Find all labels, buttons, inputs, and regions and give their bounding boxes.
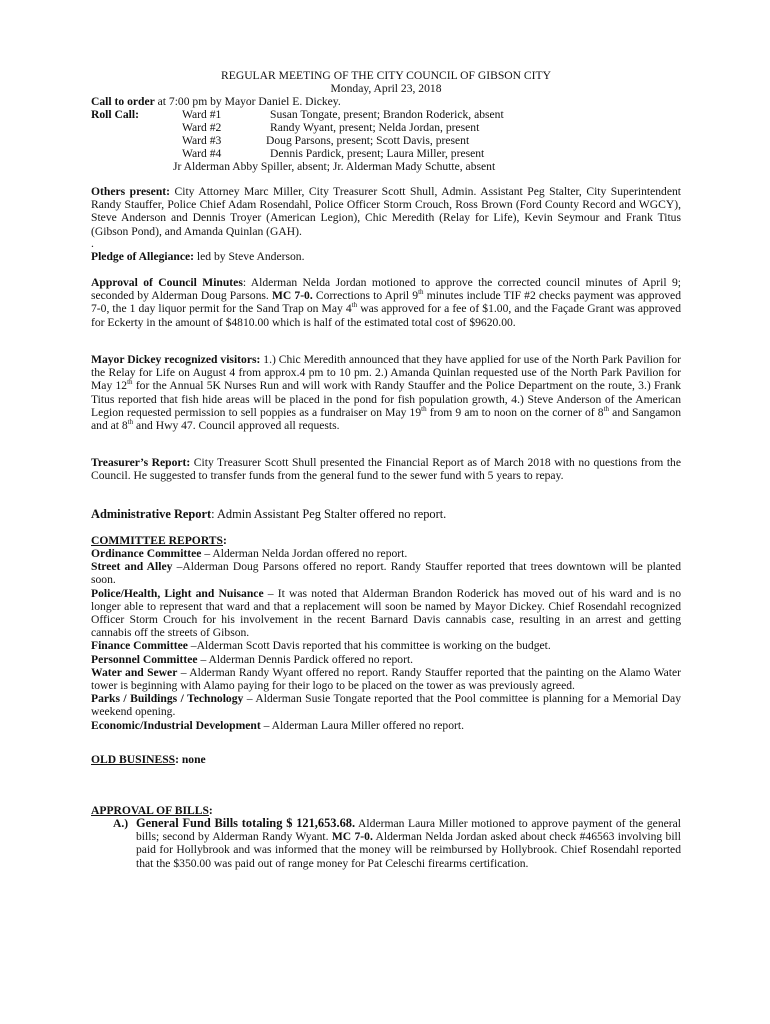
bill-item-marker: A.): [113, 817, 129, 830]
administrative-report: Administrative Report: Admin Assistant Peg Stalter offered no report.: [91, 507, 447, 521]
committee-item: Economic/Industrial Development – Alderman Laura Miller offered no report.: [91, 718, 464, 732]
meeting-date: Monday, April 23, 2018: [330, 82, 442, 95]
committee-item: Street and Alley –Alderman Doug Parsons offered no report. Randy Stauffer reported that trees downtown will be planted soon.: [91, 560, 681, 587]
pledge-of-allegiance: Pledge of Allegiance: led by Steve Anderson.: [91, 250, 305, 263]
others-present: Others present: City Attorney Marc Miller, City Treasurer Scott Shull, Admin. Assistant Peg Stalter, City Superintendent Randy Stauffer, Police Chief Adam Rosendahl, Police Officer Storm Crouch, Ross Brown (Ford County Record and WGCY), Steve Anderson and Dennis Troyer (American Legion), Chic Meredith (Relay for Life), Kevin Seymour and Frank Titus (Gibson Pond), and Amanda Quinlan (GAH).: [91, 185, 681, 238]
approval-of-bills-heading: APPROVAL OF BILLS:: [91, 804, 213, 817]
approval-of-minutes: Approval of Council Minutes: Alderman Nelda Jordan motioned to approve the corrected council minutes of April 9; seconded by Alderman Doug Parsons. MC 7-0. Corrections to April 9th minutes include TIF #2 checks payment was approved 7-0, the 1 day liquor permit for the Sand Trap on May 4th was approved for a fee of $1.00, and the Façade Grant was approved for Eckerty in the amount of $4810.00 which is half of the estimated total cost of $9620.00.: [91, 276, 681, 329]
committee-item: Police/Health, Light and Nuisance – It was noted that Alderman Brandon Roderick has moved out of his ward and is no longer able to represent that ward and that a replacement will soon be named by Mayor Dickey. Chief Rosendahl recognized Officer Storm Crouch for his involvement in the recent Barnard Davis cannabis case, resulting in an arrest and getting cannabis off the streets of Gibson.: [91, 586, 681, 640]
document-title: REGULAR MEETING OF THE CITY COUNCIL OF GIBSON CITY: [221, 69, 551, 82]
mayor-recognized-visitors: Mayor Dickey recognized visitors: 1.) Chic Meredith announced that they have applied for use of the North Park Pavilion for the Relay for Life on August 4 from approx.4 pm to 10 pm. 2.) Amanda Quinlan requested use of the North Park Pavilion for May 12th for the Annual 5K Nurses Run and will work with Randy Stauffer and the Police Department on the route, 3.) Frank Titus reported that fish hide areas will be placed in the pond for fish population growth, 4.) Steve Anderson of the American Legion requested permission to sell poppies as a fundraiser on May 19th from 9 am to noon on the corner of 8th and Sangamon and at 8th and Hwy 47. Council approved all requests.: [91, 353, 682, 433]
committee-item: Parks / Buildings / Technology – Alderman Susie Tongate reported that the Pool committee is planning for a Memorial Day weekend opening.: [91, 692, 681, 719]
committee-item: Water and Sewer – Alderman Randy Wyant offered no report. Randy Stauffer reported that the painting on the Alamo Water tower is beginning with Alamo paying for their logo to be placed on the tower as was previously agreed.: [91, 665, 681, 693]
roll-call-label: Roll Call:: [91, 108, 139, 121]
stray-dot: .: [91, 237, 94, 250]
general-fund-bills: General Fund Bills totaling $ 121,653.68. Alderman Laura Miller motioned to approve payment of the general bills; second by Alderman Randy Wyant. MC 7-0. Alderman Nelda Jordan asked about check #46563 involving bill paid for Hollybrook and was informed that the money will be reimbursed by Hollybrook. Chief Rosendahl reported that the $350.00 was paid out of range money for Pat Celeschi firearms certification.: [136, 816, 681, 870]
document-page: REGULAR MEETING OF THE CITY COUNCIL OF GIBSON CITY Monday, April 23, 2018 Call to order at 7:00 pm by Mayor Daniel E. Dickey. Roll Call: Ward #1 Susan Tongate, present; Brandon Roderick, absent Ward #2 Randy Wyant, present; Nelda Jordan, present Ward #3 Doug Parsons, present; Scott Davis, present Ward #4 Dennis Pardick, present; Laura Miller, present Jr Alderman Abby Spiller, absent; Jr. Alderman Mady Schutte, absent Others present: City Attorney Marc Miller, City Treasurer Scott Shull, Admin. Assistant Peg Stalter, City Superintendent Randy Stauffer, Police Chief Adam Rosendahl, Police Officer Storm Crouch, Ross Brown (Ford County Record and WGCY), Steve Anderson and Dennis Troyer (American Legion), Chic Meredith (Relay for Life), Kevin Seymour and Frank Titus (Gibson Pond), and Amanda Quinlan (GAH). . Pledge of Allegiance: led by Steve Anderson. Approval of Council Minutes: Alderman Nelda Jordan motioned to approve the corrected council minutes of April 9; seconded by Alderman Doug Parsons. MC 7-0. Corrections to April 9th minutes include TIF #2 checks payment was approved 7-0, the 1 day liquor permit for the Sand Trap on May 4th was approved for a fee of $1.00, and the Façade Grant was approved for Eckerty in the amount of $4810.00 which is half of the estimated total cost of $9620.00. Mayor Dickey recognized visitors: 1.) Chic Meredith announced that they have applied for use of the North Park Pavilion for the Relay for Life on August 4 from approx.4 pm to 10 pm. 2.) Amanda Quinlan requested use of the North Park Pavilion for May 12th for the Annual 5K Nurses Run and will work with Randy Stauffer and the Police Department on the route, 3.) Frank Titus reported that fish hide areas will be placed in the pond for fish population growth, 4.) Steve Anderson of the American Legion requested permission to sell poppies as a fundraiser on May 19th from 9 am to noon on the corner of 8th and Sangamon and at 8th and Hwy 47. Council approved all requests. Treasurer’s Report: City Treasurer Scott Shull presented the Financial Report as of March 2018 with no questions from the Council. He suggested to transfer funds from the general fund to the sewer fund with 5 years to repay. Administrative Report: Admin Assistant Peg Stalter offered no report. COMMITTEE REPORTS: Ordinance Committee – Alderman Nelda Jordan offered no report. Street and Alley –Alderman Doug Parsons offered no report. Randy Stauffer reported that trees downtown will be planted soon. Police/Health, Light and Nuisance – It was noted that Alderman Brandon Roderick has moved out of his ward and is no longer able to represent that ward and that a replacement will soon be named by Mayor Dickey. Chief Rosendahl recognized Officer Storm Crouch for his involvement in the recent Barnard Davis cannabis case, resulting in an arrest and getting cannabis off the streets of Gibson. Finance Committee –Alderman Scott Davis reported that his committee is working on the budget. Personnel Committee – Alderman Dennis Pardick offered no report. Water and Sewer – Alderman Randy Wyant offered no report. Randy Stauffer reported that the painting on the Alamo Water tower is beginning with Alamo paying for their logo to be placed on the tower as was previously agreed. Parks / Buildings / Technology – Alderman Susie Tongate reported that the Pool committee is planning for a Memorial Day weekend opening. Economic/Industrial Development – Alderman Laura Miller offered no report. OLD BUSINESS: none APPROVAL OF BILLS: A.) General Fund Bills totaling $ 121,653.68. Alderman Laura Miller motioned to approve payment of the general bills; second by Alderman Randy Wyant. MC 7-0. Alderman Nelda Jordan asked about check #46563 involving bill paid for Hollybrook and was informed that the money will be reimbursed by Hollybrook. Chief Rosendahl reported that the $350.00 was paid out of range money for Pat Celeschi firearms certification.: [91, 69, 682, 870]
committee-reports-heading: COMMITTEE REPORTS:: [91, 534, 227, 547]
old-business: OLD BUSINESS: none: [91, 753, 206, 766]
committee-reports: [91, 547, 681, 732]
call-to-order: Call to order at 7:00 pm by Mayor Daniel E. Dickey.: [91, 95, 341, 108]
treasurer-report: Treasurer’s Report: City Treasurer Scott Shull presented the Financial Report as of March 2018 with no questions from the Council. He suggested to transfer funds from the general fund to the sewer fund with 5 years to repay.: [91, 456, 681, 483]
committee-item: Finance Committee –Alderman Scott Davis reported that his committee is working on the budget.: [91, 639, 551, 653]
jr-alderman-line: Jr Alderman Abby Spiller, absent; Jr. Alderman Mady Schutte, absent: [173, 160, 496, 173]
committee-item: Ordinance Committee – Alderman Nelda Jordan offered no report.: [91, 547, 408, 560]
committee-item: Personnel Committee – Alderman Dennis Pardick offered no report.: [91, 652, 414, 666]
